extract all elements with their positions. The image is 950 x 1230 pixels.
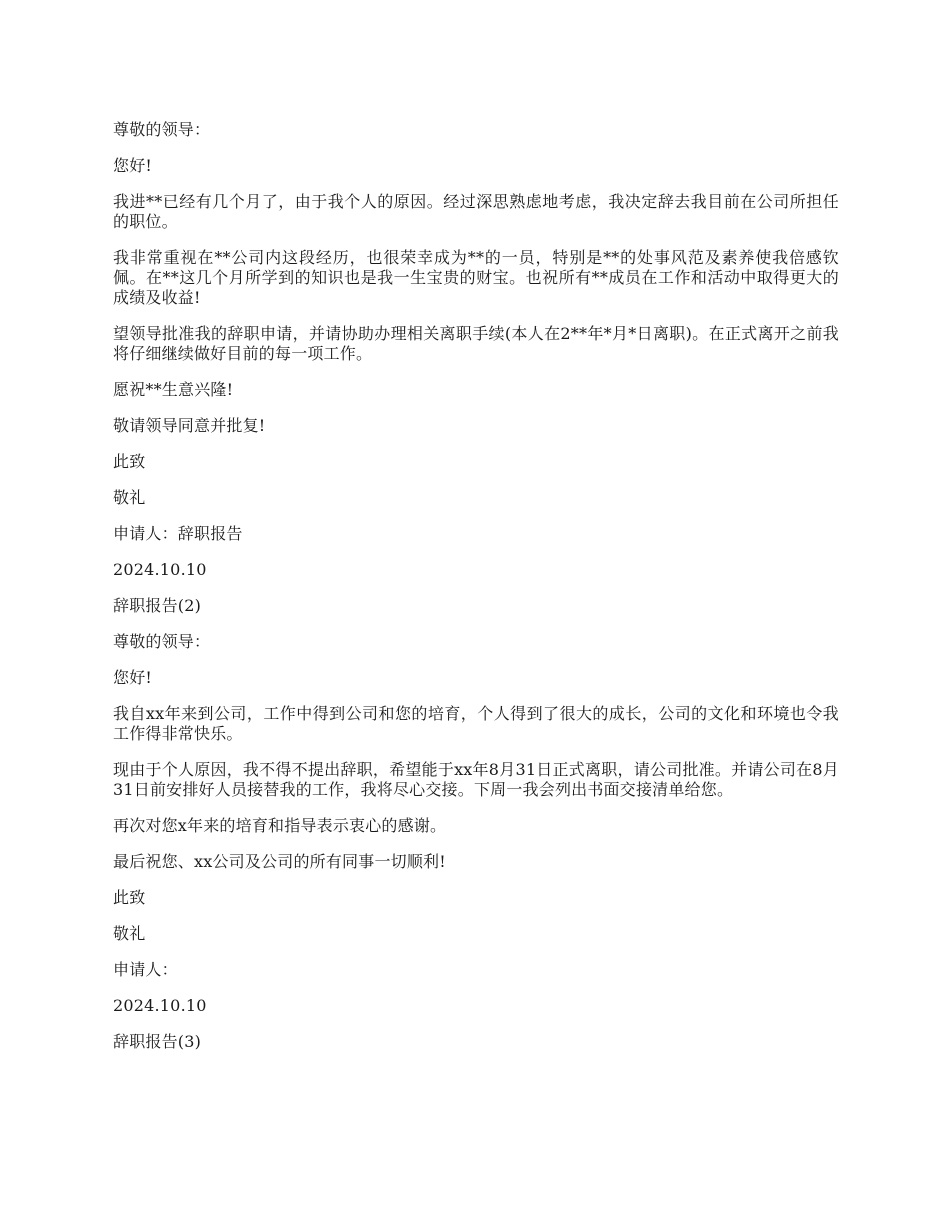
- applicant-line: 申请人：: [113, 960, 178, 979]
- body-paragraph: 现由于个人原因，我不得不提出辞职，希望能于xx年8月31日正式离职，请公司批准。并请公司在8月31日前安排好人员接替我的工作，我将尽心交接。下周一我会列出书面交接清单给您。: [113, 760, 839, 799]
- closing-salute: 敬礼: [113, 488, 146, 507]
- section-title: 辞职报告(3): [113, 1032, 202, 1051]
- date-line: 2024.10.10: [113, 996, 207, 1015]
- wish-line: 最后祝您、xx公司及公司的所有同事一切顺利!: [113, 852, 446, 871]
- salutation: 尊敬的领导：: [113, 632, 211, 651]
- section-title: 辞职报告(2): [113, 596, 202, 615]
- greeting: 您好!: [113, 668, 153, 687]
- body-paragraph: 我非常重视在**公司内这段经历，也很荣幸成为**的一员，特别是**的处事风范及素养使我倍感钦佩。在**这几个月所学到的知识也是我一生宝贵的财宝。也祝所有**成员在工作和活动中取得更大的成绩及收益!: [113, 248, 839, 307]
- closing-line: 此致: [113, 452, 146, 471]
- date-line: 2024.10.10: [113, 560, 207, 579]
- body-paragraph: 望领导批准我的辞职申请，并请协助办理相关离职手续(本人在2**年*月*日离职)。在正式离开之前我将仔细继续做好目前的每一项工作。: [113, 324, 839, 363]
- closing-salute: 敬礼: [113, 924, 146, 943]
- greeting: 您好!: [113, 156, 153, 175]
- body-paragraph: 我自xx年来到公司，工作中得到公司和您的培育，个人得到了很大的成长，公司的文化和环境也令我工作得非常快乐。: [113, 704, 839, 743]
- body-paragraph: 我进**已经有几个月了，由于我个人的原因。经过深思熟虑地考虑，我决定辞去我目前在公司所担任的职位。: [113, 192, 839, 231]
- request-line: 敬请领导同意并批复!: [113, 416, 266, 435]
- wish-line: 愿祝**生意兴隆!: [113, 380, 234, 399]
- closing-line: 此致: [113, 888, 146, 907]
- salutation: 尊敬的领导：: [113, 120, 211, 139]
- document-page: [113, 120, 839, 1068]
- applicant-line: 申请人：辞职报告: [113, 524, 243, 543]
- thanks-line: 再次对您x年来的培育和指导表示衷心的感谢。: [113, 816, 447, 835]
